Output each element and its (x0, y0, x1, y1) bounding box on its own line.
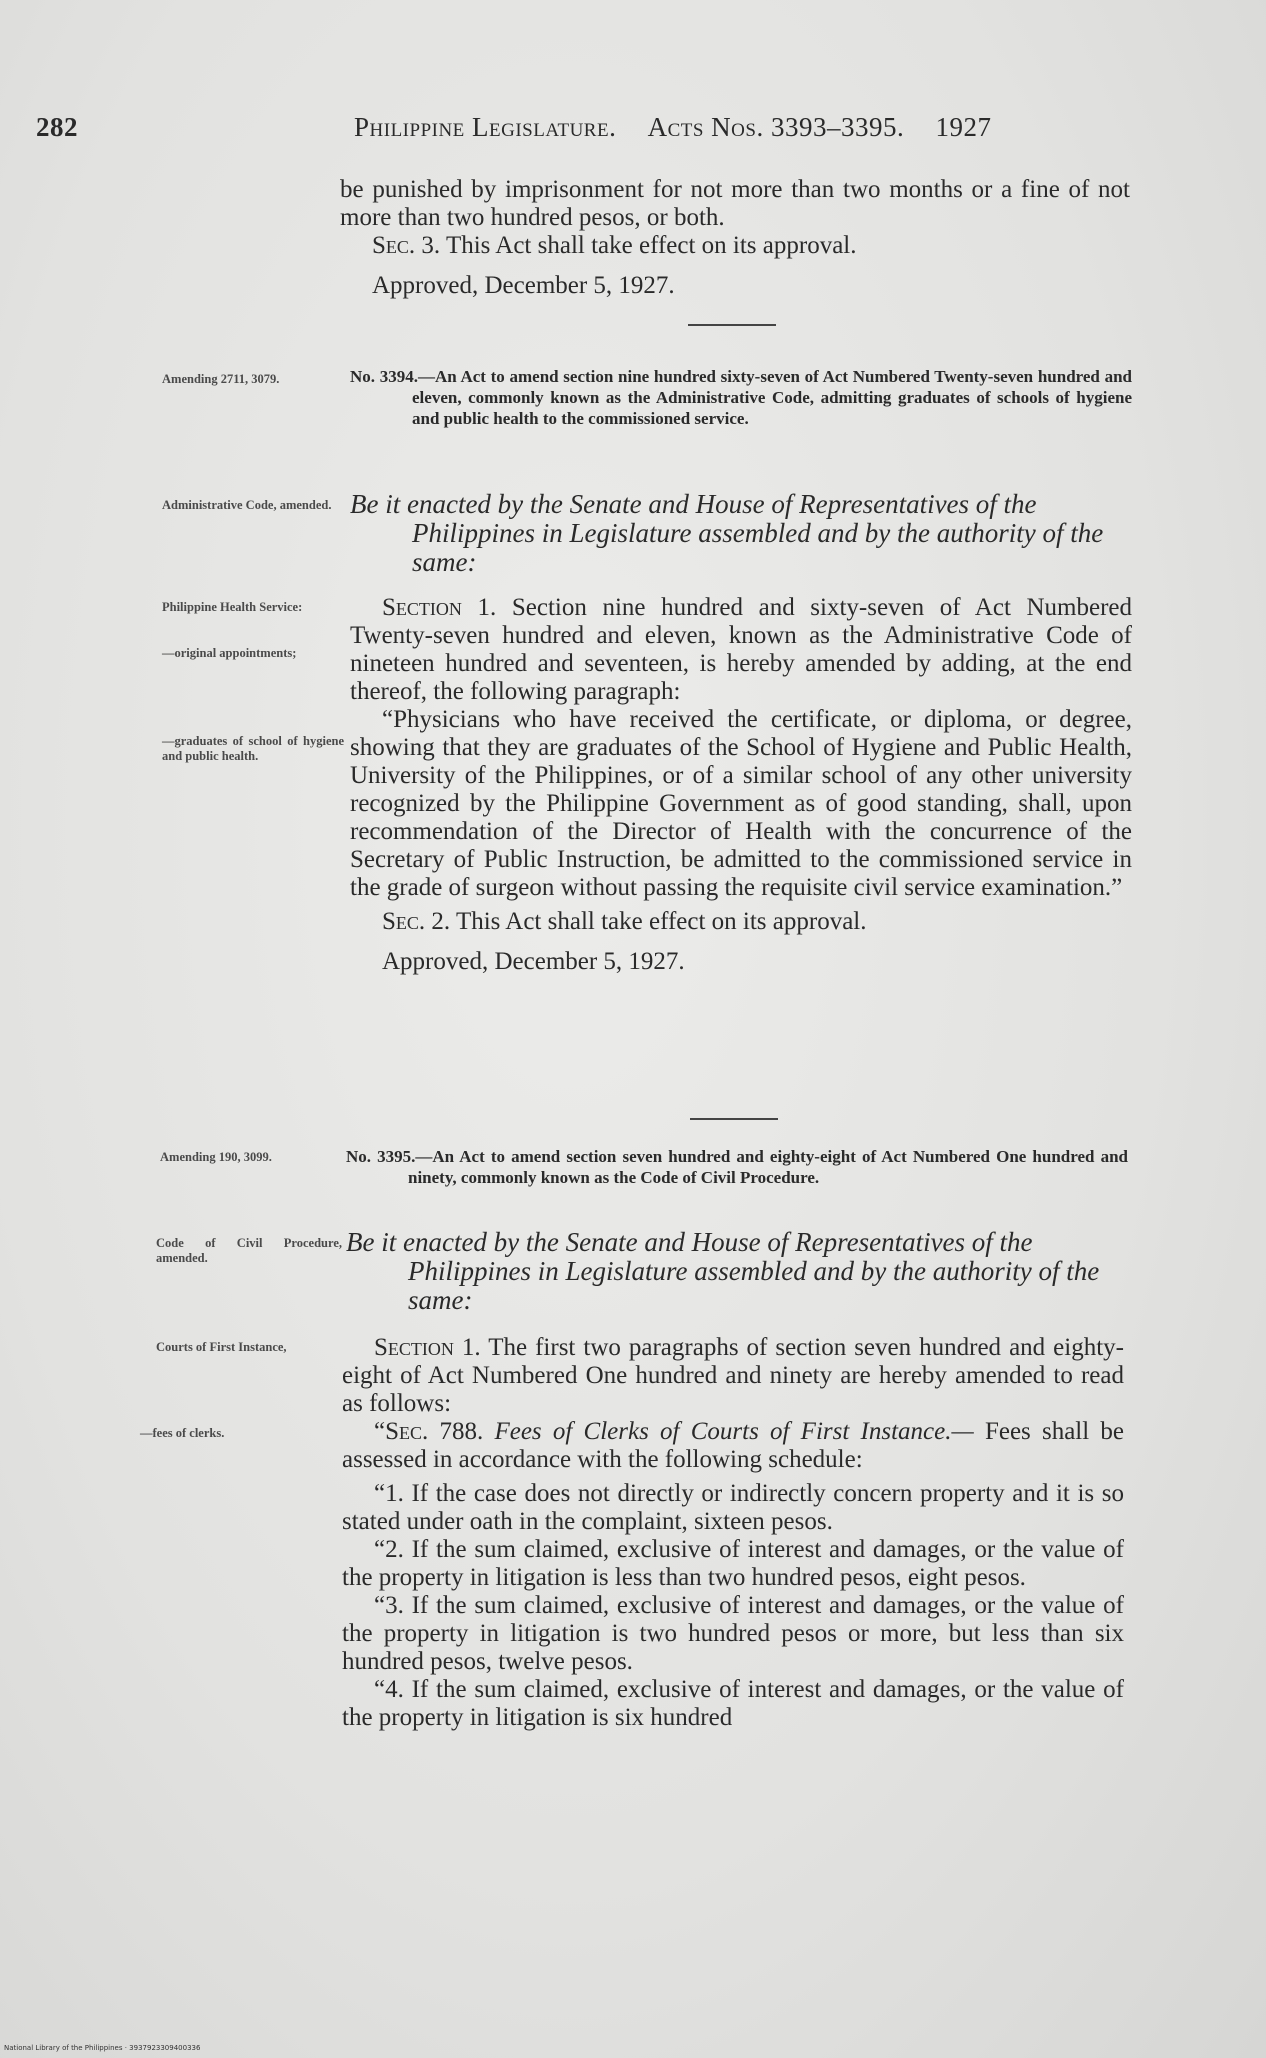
margin-note-courts: Courts of First Instance, (156, 1340, 287, 1354)
margin-note-admin-code: Administrative Code, amended. (162, 498, 332, 512)
header-publication: Philippine Legislature. (354, 112, 617, 142)
margin-note-graduates: —graduates of school of hygiene and public health. (162, 734, 344, 763)
carryover-sec3 (340, 232, 1130, 260)
act-3395-enacting-text: Be it enacted by the Senate and House of Representatives of the Philippines in Legislature assembled and by the authority of the same: (346, 1227, 1100, 1315)
carryover-text: be punished by imprisonment for not more than two months or a fine of not more than two hundred pesos, or both. (340, 176, 1130, 231)
sec3-label: Sec. 3. (372, 232, 441, 259)
act-3395-sec1 (342, 1334, 1124, 1418)
header-year: 1927 (935, 112, 992, 142)
sec788-title: Fees of Clerks of Courts of First Instance.— (494, 1418, 974, 1445)
margin-note-civil-procedure: Code of Civil Procedure, amended. (156, 1236, 342, 1265)
act-3394-sec1-label: Section 1. (382, 594, 497, 621)
act-3394-approved: Approved, December 5, 1927. (382, 948, 685, 975)
carryover-block (340, 176, 1130, 300)
scan-footer: National Library of the Philippines · 3937923309400336 (4, 2044, 201, 2052)
header-acts: Acts Nos. 3393–3395. (647, 112, 905, 142)
fee-item-4: “4. If the sum claimed, exclusive of interest and damages, or the value of the property in litigation is six hundred (342, 1676, 1124, 1731)
margin-note-amending-3394: Amending 2711, 3079. (162, 372, 280, 386)
act-3395-title-text: No. 3395.—An Act to amend section seven hundred and eighty-eight of Act Numbered One hundred and ninety, commonly known as the Code of Civil Procedure. (346, 1147, 1128, 1187)
act-3394-sec1 (350, 594, 1132, 706)
fee-item-2: “2. If the sum claimed, exclusive of interest and damages, or the value of the property in litigation is less than two hundred pesos, eight pesos. (342, 1536, 1124, 1591)
act-3394-quote: “Physicians who have received the certificate, or diploma, or degree, showing that they are graduates of the School of Hygiene and Public Health, University of the Philippines, or of a similar school of any other university recognized by the Philippine Government as of good standing, shall, upon recommendation of the Director of Health with the concurrence of the Secretary of Public Instruction, be admitted to the commissioned service in the grade of surgeon without passing the requisite civil service examination.” (350, 706, 1132, 901)
margin-note-original: —original appointments; (162, 646, 297, 660)
act-3394-sec1-text: Section nine hundred and sixty-seven of Act Numbered Twenty-seven hundred and eleven, known as the Administrative Code of nineteen hundred and seventeen, is hereby amended by adding, at the end thereof, the following paragraph: (350, 594, 1133, 705)
act-3395-sec788 (342, 1418, 1124, 1474)
header-title (354, 112, 991, 143)
fee-item-3: “3. If the sum claimed, exclusive of interest and damages, or the value of the property in litigation is two hundred pesos or more, but less than six hundred pesos, twelve pesos. (342, 1592, 1124, 1675)
act-3395-enacting (346, 1228, 1128, 1315)
margin-note-health-service: Philippine Health Service: (162, 600, 303, 614)
divider-rule-2 (690, 1118, 778, 1120)
margin-note-fees: —fees of clerks. (140, 1426, 225, 1440)
act-3394-sec2-label: Sec. 2. (382, 908, 451, 935)
sec788-label: “Sec. 788. (374, 1418, 484, 1445)
divider-rule (688, 324, 776, 326)
margin-note-amending-3395: Amending 190, 3099. (160, 1150, 272, 1164)
act-3395-sec1-text: The first two paragraphs of section seven hundred and eighty-eight of Act Numbered One hundred and ninety are hereby amended to read as follows: (342, 1334, 1124, 1417)
act-3394-sec2-text: This Act shall take effect on its approval. (455, 908, 867, 935)
act-3395-body (342, 1334, 1124, 1732)
act-3394-enacting (350, 490, 1132, 577)
act-3394-title (350, 366, 1132, 429)
sec3-text: This Act shall take effect on its approval. (445, 232, 857, 259)
act-3394-sec2 (350, 908, 1132, 936)
sec788-text: Fees shall be assessed in accordance with the following schedule: (342, 1418, 1125, 1473)
page-number: 282 (36, 112, 78, 142)
act-3394-enacting-text: Be it enacted by the Senate and House of Representatives of the Philippines in Legislature assembled and by the authority of the same: (350, 489, 1104, 577)
fee-item-1: “1. If the case does not directly or indirectly concern property and it is so stated under oath in the complaint, sixteen pesos. (342, 1480, 1124, 1535)
act-3394-body (350, 594, 1132, 976)
carryover-approved: Approved, December 5, 1927. (372, 272, 675, 299)
act-3394-title-text: No. 3394.—An Act to amend section nine hundred sixty-seven of Act Numbered Twenty-seven hundred and eleven, commonly known as the Administrative Code, admitting graduates of schools of hygiene and public health to the commissioned service. (350, 367, 1132, 428)
act-3395-sec1-label: Section 1. (374, 1334, 481, 1361)
act-3395-title (346, 1146, 1128, 1188)
